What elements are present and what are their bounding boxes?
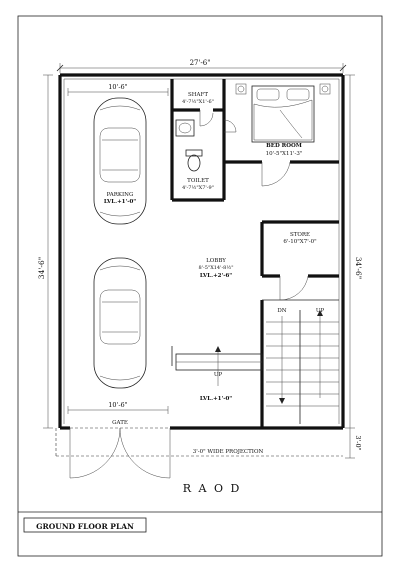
- lobby-up-label: UP: [213, 372, 223, 378]
- store-door: [280, 276, 308, 300]
- toilet-size: 4'-7½"X7'-9": [182, 185, 214, 191]
- wash-basin: [176, 120, 194, 136]
- depth-right-label: 34'-6": [354, 256, 363, 280]
- projection-depth-label: 3'-0": [354, 435, 362, 451]
- shaft-door: [200, 110, 213, 126]
- bedroom-size: 10'-5"X11'-3": [265, 151, 303, 157]
- bed: [236, 84, 330, 142]
- outer-walls: [60, 75, 343, 428]
- wc-fixture: [186, 150, 202, 171]
- lobby-level: LVL.+2'-6": [199, 273, 233, 279]
- gate: [70, 428, 170, 478]
- overall-width-label: 27'-6": [189, 59, 211, 67]
- road-label: R A O D: [182, 482, 242, 495]
- depth-left-label: 34'-6": [37, 256, 46, 280]
- parking-bottom-label: 10'-6": [108, 401, 128, 409]
- toilet-door: [224, 120, 236, 132]
- gate-label: GATE: [112, 420, 128, 426]
- entry-level-label: LVL.+1'-0": [199, 396, 233, 402]
- projection-label: 3'-0" WIDE PROJECTION: [192, 449, 264, 455]
- toilet-name: TOILET: [187, 178, 209, 184]
- stair-down-label: DN: [277, 308, 287, 314]
- dimension-projection: [345, 428, 362, 458]
- plan-title: GROUND FLOOR PLAN: [36, 522, 134, 531]
- shaft-name: SHAFT: [187, 92, 209, 98]
- store-name: STORE: [289, 232, 311, 238]
- dimension-depth-left: [37, 75, 53, 428]
- bedroom-door: [262, 162, 290, 186]
- parking-name: PARKING: [106, 192, 134, 198]
- shaft-size: 4'-7½"X1'-6": [182, 99, 214, 105]
- dimension-depth-right: [345, 75, 363, 428]
- dimension-parking-top: [68, 83, 168, 96]
- car-top: [94, 98, 146, 224]
- parking-top-label: 10'-6": [108, 83, 128, 91]
- lobby-size: 8'-5"X14'-8½": [198, 265, 234, 271]
- stair-up-label: UP: [315, 308, 325, 314]
- dimension-parking-bottom: [68, 401, 168, 414]
- bedroom-name: BED ROOM: [266, 143, 302, 149]
- staircase: [266, 310, 339, 424]
- lobby-steps: [176, 346, 262, 386]
- lobby-name: LOBBY: [206, 258, 226, 264]
- parking-level: LVL.+1'-0": [103, 199, 137, 205]
- dimension-overall-width: [57, 59, 346, 73]
- car-bottom: [94, 258, 146, 388]
- store-size: 6'-10"X7'-0": [283, 239, 317, 245]
